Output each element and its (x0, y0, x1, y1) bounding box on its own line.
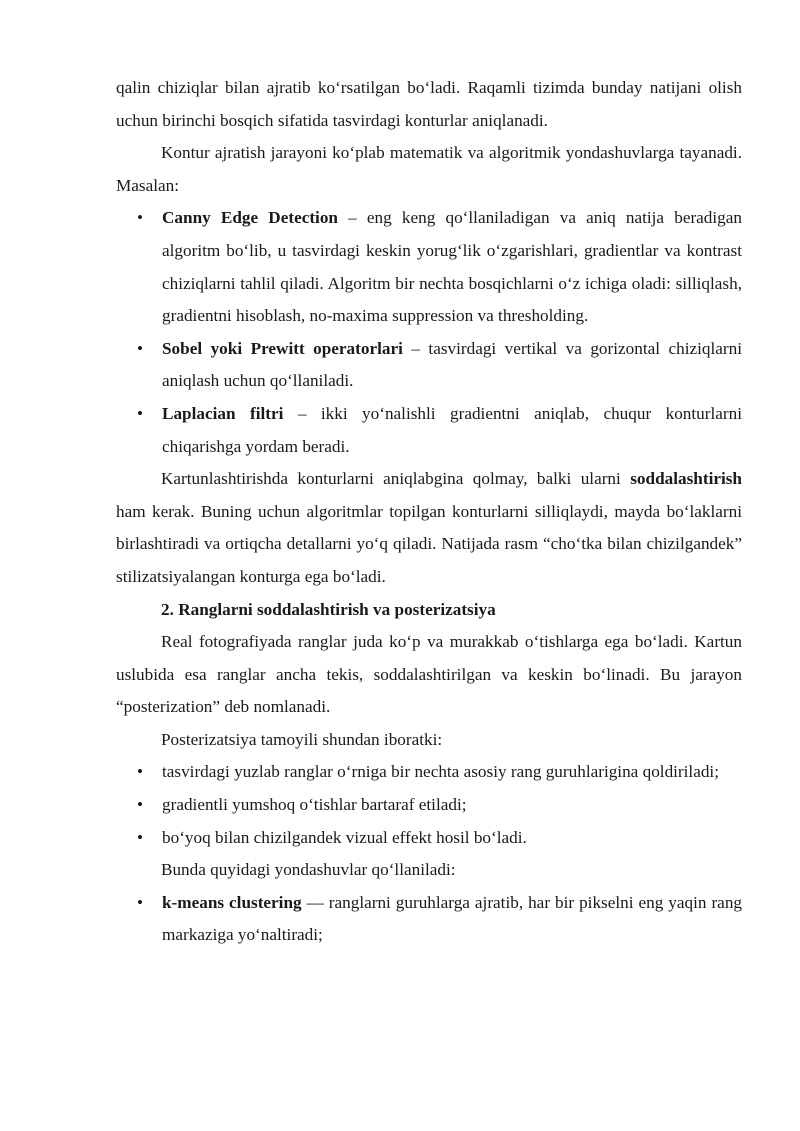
list-item: • bo‘yoq bilan chizilgandek vizual effekt hosil bo‘ladi. (116, 822, 742, 855)
list-item-text: – ikki yo‘nalishli gradientni aniqlab, chuqur konturlarni chiqarishga yordam beradi. (162, 403, 742, 456)
methods-list (116, 887, 742, 952)
paragraph-approaches: Kontur ajratish jarayoni ko‘plab matematik va algoritmik yondashuvlarga tayanadi. Masalan: (116, 143, 742, 195)
list-item: • gradientli yumshoq o‘tishlar bartaraf etiladi; (116, 789, 742, 822)
list-item (116, 202, 742, 332)
list-item-term: Laplacian filtri (162, 403, 284, 423)
list-item: • tasvirdagi yuzlab ranglar o‘rniga bir nechta asosiy rang guruhlarigina qoldiriladi; (116, 756, 742, 789)
document-page (116, 72, 742, 952)
paragraph-principle: Posterizatsiya tamoyili shundan iboratki: (161, 729, 443, 749)
list-item (116, 887, 742, 952)
list-item-term: Canny Edge Detection (162, 208, 338, 228)
paragraph-posterization: Real fotografiyada ranglar juda ko‘p va murakkab o‘tishlarga ega bo‘ladi. Kartun uslubida esa ranglar ancha tekis, soddalashtirilgan va keskin bo‘linadi. Bu jarayon “posterization” deb nomlanadi. (116, 632, 742, 717)
posterization-list (116, 756, 742, 854)
edge-algorithms-list (116, 202, 742, 463)
list-item (116, 398, 742, 463)
list-item-text: – tasvirdagi vertikal va gorizontal chiziqlarni aniqlash uchun qo‘llaniladi. (162, 338, 742, 391)
list-item-term: Sobel yoki Prewitt operatorlari (162, 338, 403, 358)
list-item-text: – eng keng qo‘llaniladigan va aniq natija beradigan algoritm bo‘lib, u tasvirdagi keskin yorug‘lik o‘zgarishlari, gradientlar va kontrast chiziqlarni tahlil qiladi. Algoritm bir nechta bosqichlarni o‘z ichiga oladi: silliqlash, gradientni hisoblash, no-maxima suppression va thresholding. (162, 208, 742, 326)
bold-term: soddalashtirish (630, 469, 742, 489)
list-item-text: — ranglarni guruhlarga ajratib, har bir pikselni eng yaqin rang markaziga yo‘naltiradi; (162, 892, 743, 945)
paragraph-simplification: Kartunlashtirishda konturlarni aniqlabgina qolmay, balki ularni soddalashtirish ham kerak. Buning uchun algoritmlar topilgan konturlarni silliqlaydi, mayda bo‘laklarni birlashtiradi va ortiqcha detallarni yo‘q qiladi. Natijada rasm “cho‘tka bilan chizilgandek” stilizatsiyalangan konturga ega bo‘ladi. (116, 469, 742, 586)
paragraph-contour-intro: qalin chiziqlar bilan ajratib ko‘rsatilgan bo‘ladi. Raqamli tizimda bunday natijani olish uchun birinchi bosqich sifatida tasvirdagi konturlar aniqlanadi. (116, 78, 742, 130)
section-heading: 2. Ranglarni soddalashtirish va posterizatsiya (161, 599, 496, 619)
list-item-term: k-means clustering (162, 892, 302, 912)
list-item (116, 333, 742, 398)
paragraph-methods: Bunda quyidagi yondashuvlar qo‘llaniladi: (161, 860, 456, 880)
